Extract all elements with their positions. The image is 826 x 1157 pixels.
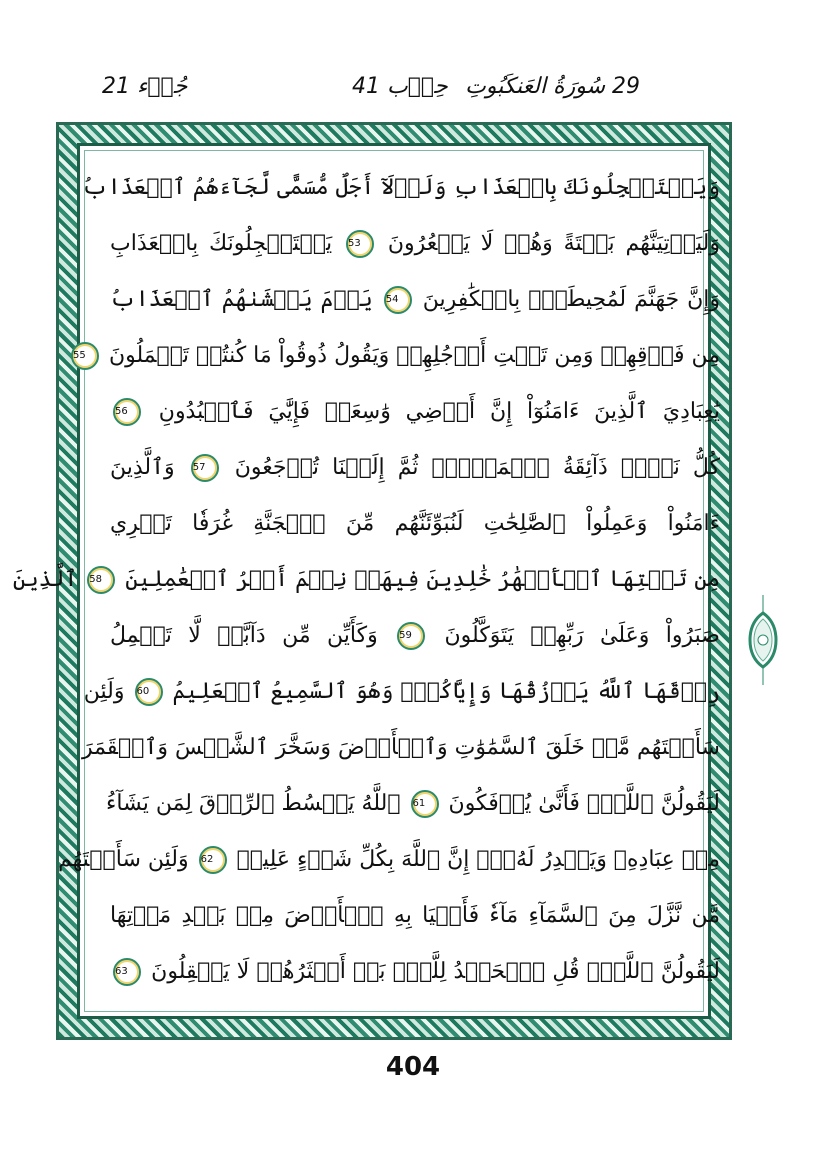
text-line [81, 160, 720, 216]
verse-text: كُلُّ نَفۡسٖ ذَآئِقَةُ ٱلۡمَوۡتِۖ ثُمَّ إِلَيۡنَا تُرۡجَعُونَ [234, 455, 721, 480]
verse-text: ءَامَنُواْ وَعَمِلُواْ ٱلصَّٰلِحَٰتِ لَنُبَوِّئَنَّهُم مِّنَ ٱلۡجَنَّةِ غُرَفٗا تَجۡرِي [110, 511, 720, 536]
hizb-label: حِزۡب 41 [352, 74, 448, 99]
text-line [72, 328, 720, 384]
verse-text: مَّن نَّزَّلَ مِنَ ٱلسَّمَآءِ مَآءٗ فَأَحۡيَا بِهِ ٱلۡأَرۡضَ مِنۢ بَعۡدِ مَوۡتِهَا [110, 903, 721, 928]
verse-text: وَلَئِن [83, 679, 125, 704]
verse-text: وَكَأَيِّن مِّن دَآبَّةٖ لَّا تَحۡمِلُ [110, 623, 378, 648]
verse-text: صَبَرُواْ وَعَلَىٰ رَبِّهِمۡ يَتَوَكَّلُونَ [444, 623, 720, 648]
ayah-number-icon: 55 [71, 342, 99, 370]
ornamental-frame [12, 122, 732, 1040]
verse-text: لَيَقُولُنَّ ٱللَّهُۖ فَأَنَّىٰ يُؤۡفَكُونَ [448, 791, 720, 816]
text-line [110, 496, 720, 552]
text-line [106, 776, 720, 832]
text-panel [12, 143, 721, 1019]
text-line [110, 440, 720, 496]
hizb-marker-icon [748, 595, 778, 685]
page-number: 404 [385, 1052, 441, 1082]
page-header [0, 74, 826, 114]
verse-text: سَأَلۡتَهُم مَّنۡ خَلَقَ ٱلسَّمَٰوَٰتِ وَٱلۡأَرۡضَ وَسَخَّرَ ٱلشَّمۡسَ وَٱلۡقَمَرَ [82, 735, 720, 760]
verse-text: وَٱلَّذِينَ [110, 455, 175, 480]
text-line [110, 944, 720, 1000]
ayah-number-icon: 56 [113, 398, 141, 426]
verse-text: رِزۡقَهَا ٱللَّهُ يَرۡزُقُهَا وَإِيَّاكُمۡۚ وَهُوَ ٱلسَّمِيعُ ٱلۡعَلِيمُ [172, 679, 720, 704]
ayah-number-icon: 62 [199, 846, 227, 874]
ayah-number-icon: 60 [135, 678, 163, 706]
verse-text: وَيَسۡتَعۡجِلُونَكَ بِالۡعَذَابِ وَلَوۡلَآ أَجَلٌ مُّسَمًّى لَّجَآءَهُمُ ٱلۡعَذَابُ [81, 175, 720, 200]
verse-text: يَٰعِبَادِيَ ٱلَّذِينَ ءَامَنُوٓاْ إِنَّ أَرۡضِي وَٰسِعَةٞ فَإِيَّٰيَ فَٱعۡبُدُونِ [158, 399, 720, 424]
verse-text: مِن فَوۡقِهِمۡ وَمِن تَحۡتِ أَرۡجُلِهِمۡ وَيَقُولُ ذُوقُواْ مَا كُنتُمۡ تَعۡمَلُونَ [108, 343, 720, 368]
verse-text: ٱلَّذِينَ [12, 567, 78, 592]
verse-text: وَلَيَأۡتِيَنَّهُم بَغۡتَةً وَهُمۡ لَا يَشۡعُرُونَ [387, 231, 721, 256]
ayah-number-icon: 63 [113, 958, 141, 986]
text-line [110, 888, 720, 944]
text-line [82, 720, 720, 776]
text-line [110, 608, 720, 664]
ayah-number-icon: 59 [397, 622, 425, 650]
ayah-number-icon: 53 [346, 230, 374, 258]
verse-text: يَسۡتَعۡجِلُونَكَ بِالۡعَذَابِ [110, 231, 333, 256]
verse-text: مِن تَحۡتِهَا ٱلۡأَنۡهَٰرُ خَٰلِدِينَ فِيهَاۚ نِعۡمَ أَجۡرُ ٱلۡعَٰمِلِينَ [125, 567, 720, 592]
verse-text: لَيَقُولُنَّ ٱللَّهُۚ قُلِ ٱلۡحَمۡدُ لِلَّهِۚ بَلۡ أَكۡثَرُهُمۡ لَا يَعۡقِلُونَ [151, 959, 720, 984]
text-line [110, 272, 720, 328]
ayah-number-icon: 57 [191, 454, 219, 482]
verse-text: وَإِنَّ جَهَنَّمَ لَمُحِيطَةُۢ بِالۡكَٰفِرِينَ [422, 287, 720, 312]
text-line [83, 664, 720, 720]
text-line [110, 384, 720, 440]
text-line [57, 832, 720, 888]
ayah-number-icon: 58 [87, 566, 115, 594]
quran-text [12, 160, 721, 1000]
text-line [12, 552, 720, 608]
text-line [110, 216, 720, 272]
surah-label: 29 سُورَةُ العَنكَبُوتِ [465, 74, 640, 99]
verse-text: وَلَئِن سَأَلۡتَهُم [57, 847, 189, 872]
ayah-number-icon: 54 [384, 286, 412, 314]
verse-text: يَوۡمَ يَغۡشَىٰهُمُ ٱلۡعَذَابُ [110, 287, 373, 312]
verse-text: مِنۡ عِبَادِهِۦ وَيَقۡدِرُ لَهُۥٓۚ إِنَّ ٱللَّهَ بِكُلِّ شَيۡءٍ عَلِيمٞ [236, 847, 720, 872]
juz-label: جُزۡء 21 [102, 74, 188, 99]
ayah-number-icon: 61 [411, 790, 439, 818]
verse-text: ٱللَّهُ يَبۡسُطُ ٱلرِّزۡقَ لِمَن يَشَآءُ [106, 791, 401, 816]
